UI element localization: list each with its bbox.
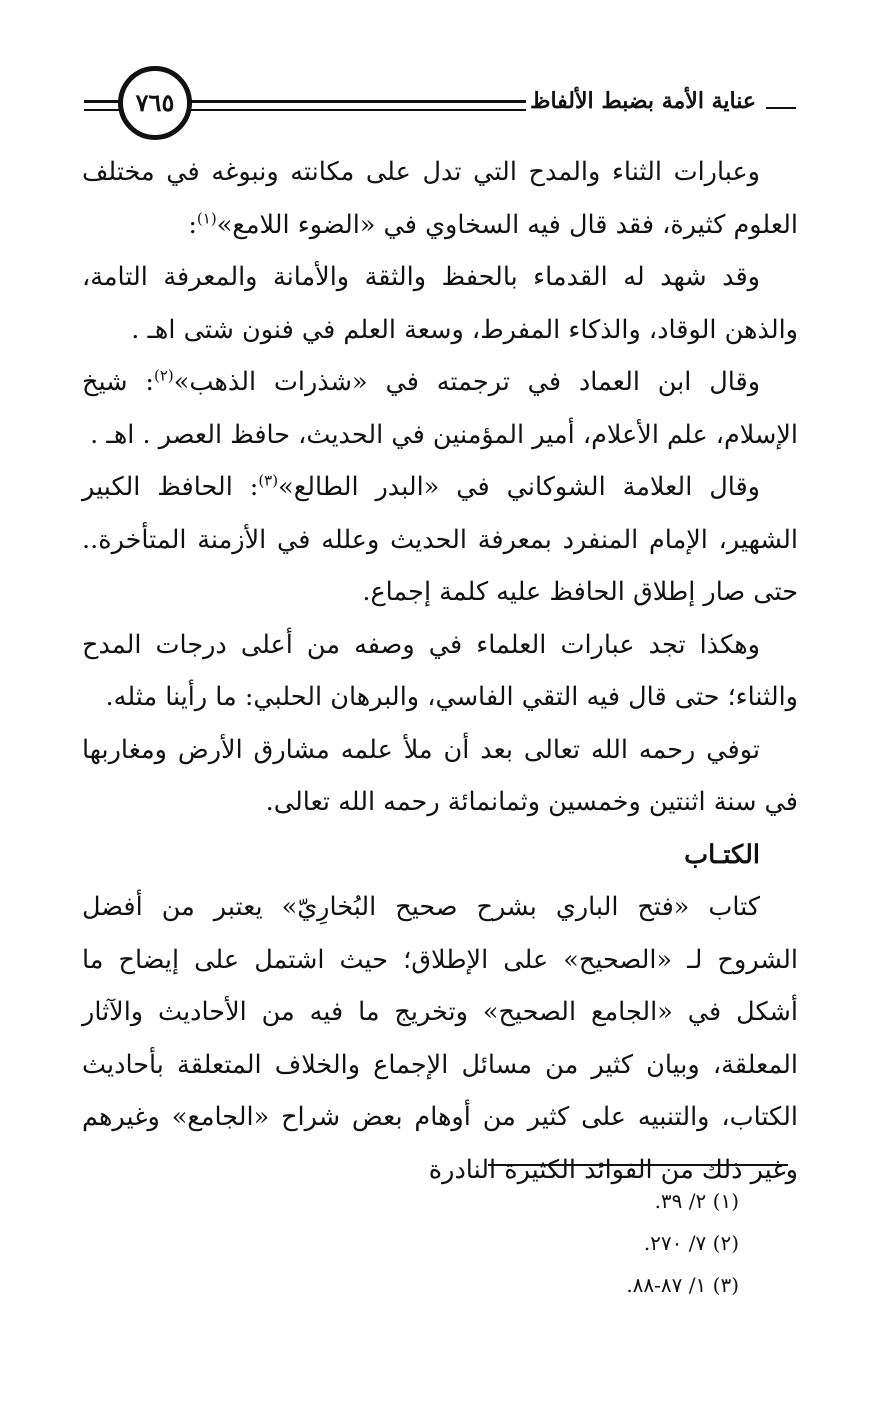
- paragraph-text: وعبارات الثناء والمدح التي تدل على مكانته ونبوغه في مختلف العلوم كثيرة، فقد قال فيه السخاوي في «الضوء اللامع»: [82, 157, 798, 240]
- page-number: ٧٦٥: [135, 88, 175, 117]
- paragraph-book: كتاب «فتح الباري بشرح صحيح البُخارِيّ» يعتبر من أفضل الشروح لـ «الصحيح» على الإطلاق؛ حيث اشتمل على إيضاح ما أشكل في «الجامع الصحيح» وتخريج ما فيه من الأحاديث والآثار المعلقة، وبيان كثير من مسائل الإجماع والخلاف المتعلقة بأحاديث الكتاب، والتنبيه على كثير من أوهام بعض شراح «الجامع» وغيرهم وغير ذلك من الفوائد الكثيرة النادرة: [82, 892, 798, 1185]
- running-title: عناية الأمة بضبط الألفاظ: [530, 88, 756, 114]
- paragraph-text: : الحافظ الكبير الشهير، الإمام المنفرد بمعرفة الحديث وعلله في الأزمنة المتأخرة.. حتى صار إطلاق الحافظ عليه كلمة إجماع.: [82, 472, 798, 607]
- paragraph-text: وقال ابن العماد في ترجمته في «شذرات الذهب»: [173, 367, 761, 397]
- paragraph-sakhawi: [82, 146, 798, 251]
- paragraph-death: توفي رحمه الله تعالى بعد أن ملأ علمه مشارق الأرض ومغاربها في سنة اثنتين وخمسين وثمانمائة رحمه الله تعالى.: [82, 734, 798, 817]
- footnote-1: (١) ٢/ ٣٩.: [654, 1189, 739, 1213]
- footnote-separator: [488, 1164, 788, 1166]
- footnote-ref-1[interactable]: (١): [196, 209, 217, 227]
- paragraph-quote-sakhawi: وقد شهد له القدماء بالحفظ والثقة والأمانة والمعرفة التامة، والذهن الوقاد، والذكاء المفرط، وسعة العلم في فنون شتى اهـ .: [82, 262, 798, 345]
- footnote-2: (٢) ٧/ ٢٧٠.: [643, 1231, 739, 1255]
- footnote-ref-3[interactable]: (٣): [258, 471, 279, 490]
- paragraph-shawkani: [82, 461, 798, 619]
- paragraph-text: :: [188, 209, 197, 240]
- page-number-badge: [118, 66, 192, 140]
- footnote-3: (٣) ١/ ٨٧-٨٨.: [626, 1273, 739, 1297]
- paragraph-text: وقال العلامة الشوكاني في «البدر الطالع»: [278, 472, 760, 502]
- page-header: [84, 66, 796, 152]
- paragraph-praise: وهكذا تجد عبارات العلماء في وصفه من أعلى درجات المدح والثناء؛ حتى قال فيه التقي الفاسي، والبرهان الحلبي: ما رأينا مثله.: [82, 629, 798, 712]
- footnote-ref-2[interactable]: (٢): [153, 366, 174, 385]
- main-text: [82, 146, 798, 1196]
- footnotes: [626, 1180, 739, 1306]
- paragraph-text: : شيخ الإسلام، علم الأعلام، أمير المؤمنين في الحديث، حافظ العصر . اهـ .: [82, 367, 798, 450]
- header-dash: [766, 107, 796, 109]
- section-heading: الكتـاب: [684, 839, 760, 870]
- paragraph-ibn-al-imad: [82, 356, 798, 461]
